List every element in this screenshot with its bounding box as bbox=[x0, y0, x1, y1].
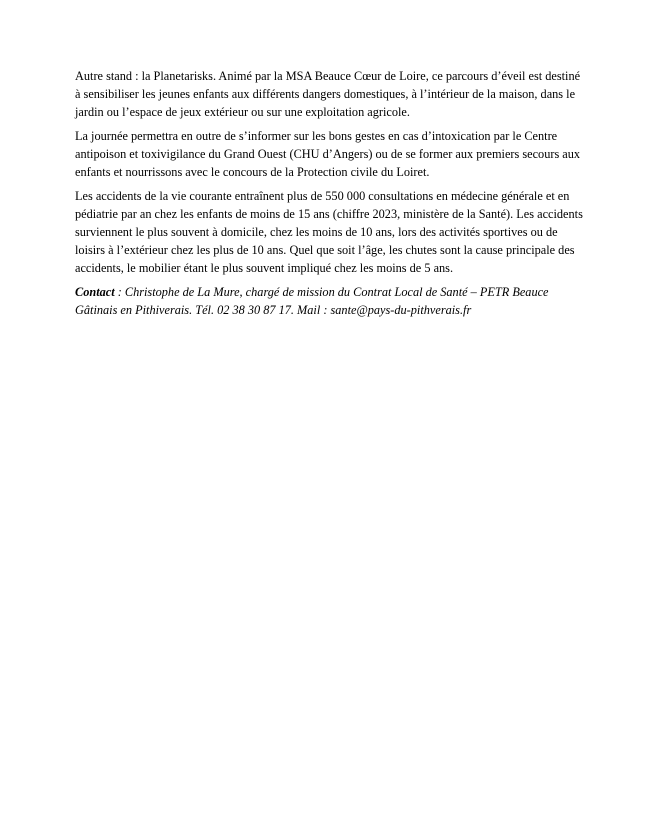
contact-details: : Christophe de La Mure, chargé de mission du Contrat Local de Santé – PETR Beauce Gâtinais en Pithiverais. Tél. 02 38 30 87 17. Mail : sante@pays-du-pithverais.fr bbox=[75, 285, 549, 317]
document-body bbox=[75, 67, 583, 325]
contact-label: Contact bbox=[75, 285, 115, 299]
paragraph-stand: Autre stand : la Planetarisks. Animé par la MSA Beauce Cœur de Loire, ce parcours d’éveil est destiné à sensibiliser les jeunes enfants aux différents dangers domestiques, à l’intérieur de la maison, dans le jardin ou l’espace de jeux extérieur ou sur une exploitation agricole. bbox=[75, 69, 581, 119]
paragraph-accidents: Les accidents de la vie courante entraînent plus de 550 000 consultations en médecine générale et en pédiatrie par an chez les enfants de moins de 15 ans (chiffre 2023, ministère de la Santé). Les accidents surviennent le plus souvent à domicile, chez les moins de 10 ans, lors des activités sportives ou de loisirs à l’extérieur chez les plus de 10 ans. Quel que soit l’âge, les chutes sont la cause principale des accidents, le mobilier étant le plus souvent impliqué chez les moins de 5 ans. bbox=[75, 189, 583, 275]
contact-paragraph bbox=[75, 283, 583, 319]
paragraph-journee: La journée permettra en outre de s’informer sur les bons gestes en cas d’intoxication par le Centre antipoison et toxivigilance du Grand Ouest (CHU d’Angers) ou de se former aux premiers secours aux enfants et nourrissons avec le concours de la Protection civile du Loiret. bbox=[75, 129, 581, 179]
